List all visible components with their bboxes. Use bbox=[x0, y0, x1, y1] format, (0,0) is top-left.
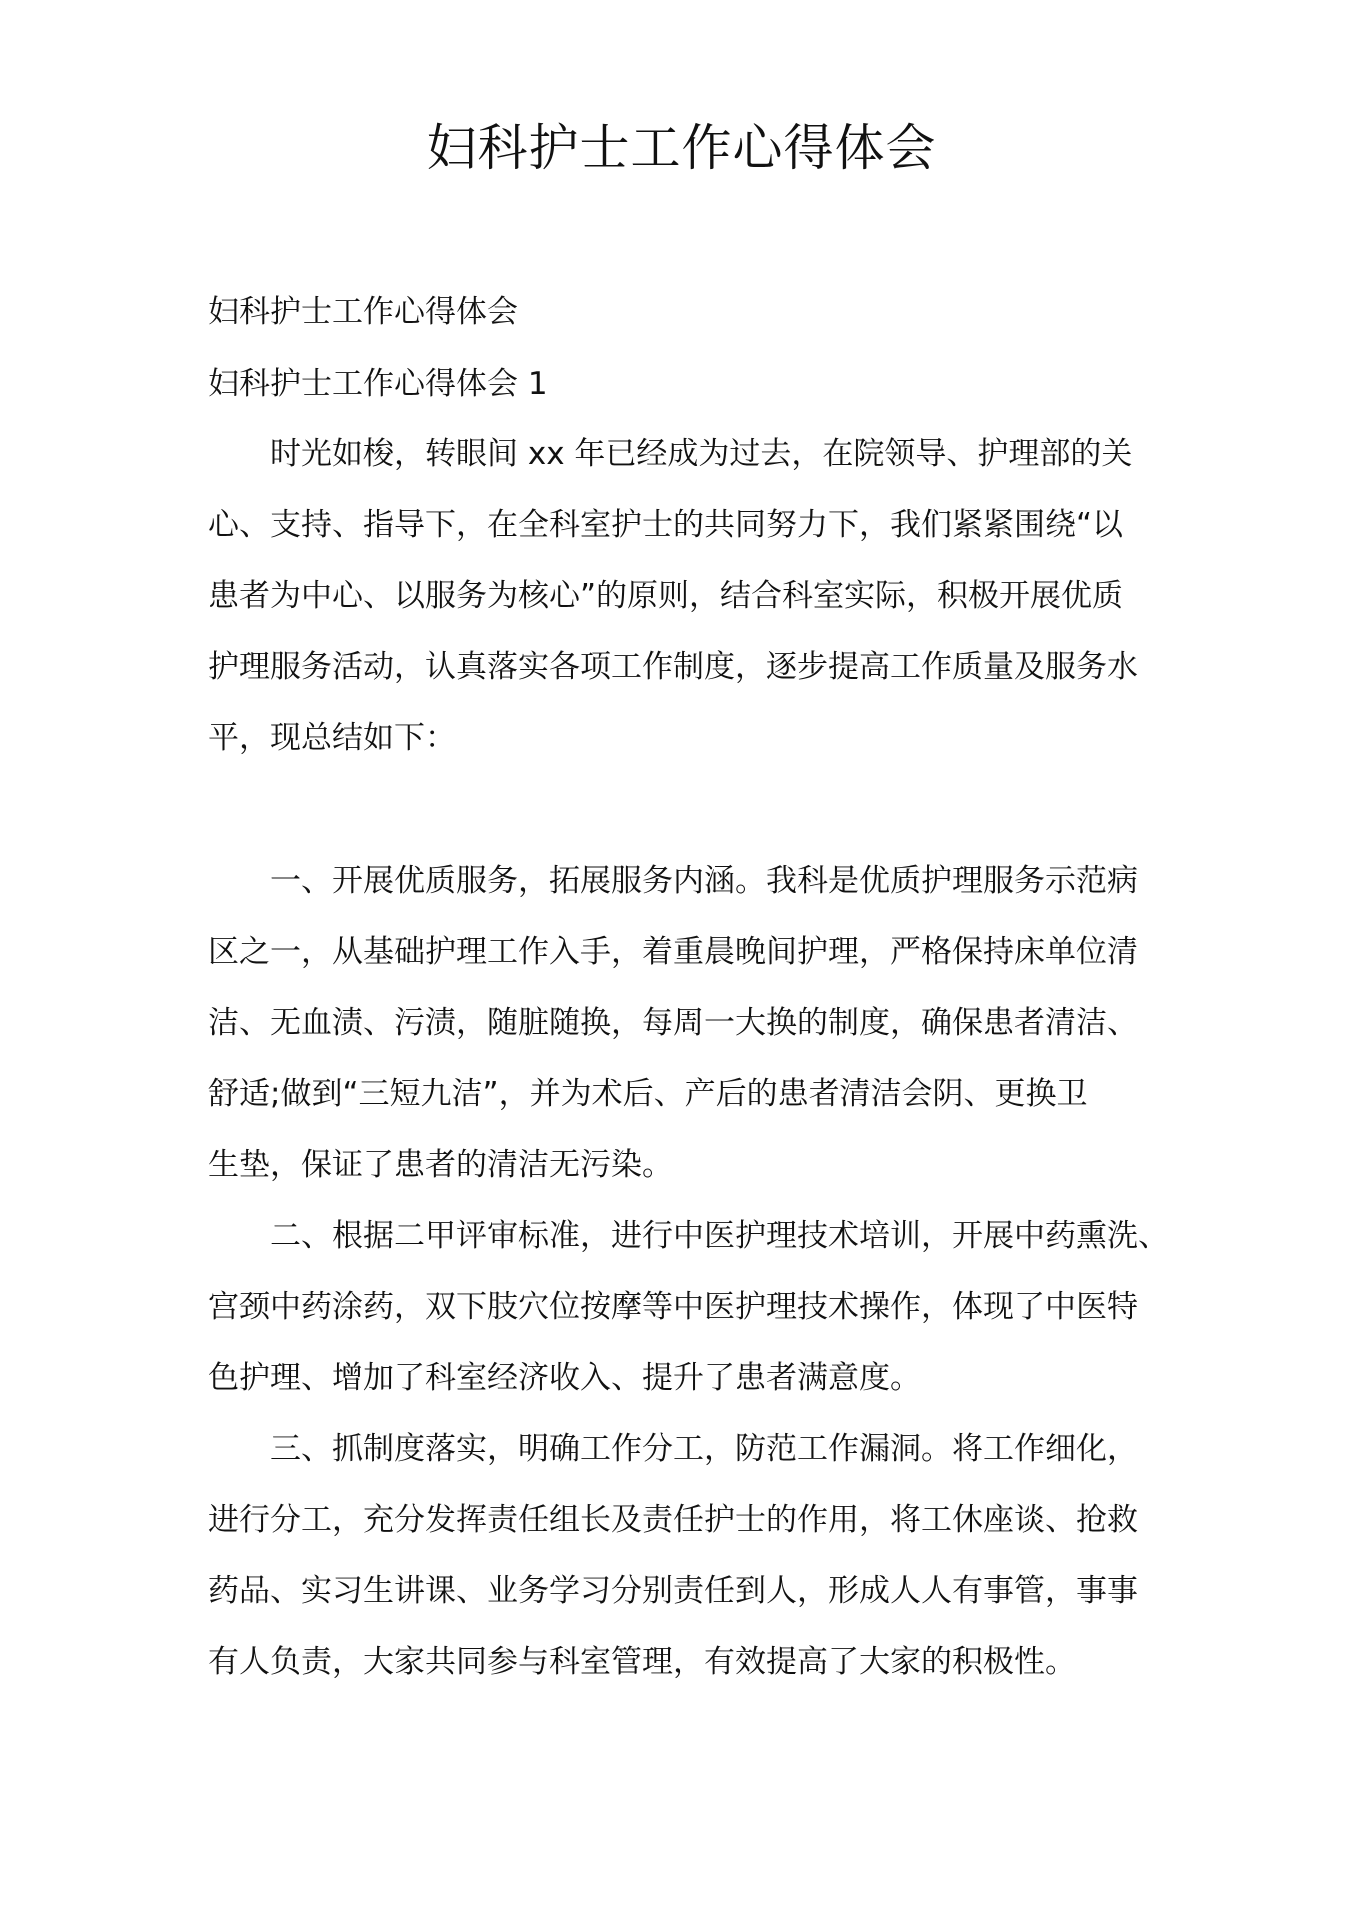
paragraph-line: 三、抓制度落实，明确工作分工，防范工作漏洞。将工作细化， bbox=[270, 1431, 1138, 1467]
paragraph-line: 宫颈中药涂药，双下肢穴位按摩等中医护理技术操作，体现了中医特 bbox=[208, 1289, 1138, 1325]
document-subtitle: 妇科护士工作心得体会 bbox=[208, 294, 518, 330]
paragraph-line: 洁、无血渍、污渍，随脏随换，每周一大换的制度，确保患者清洁、 bbox=[208, 1005, 1138, 1041]
paragraph-line: 进行分工，充分发挥责任组长及责任护士的作用，将工休座谈、抢救 bbox=[208, 1502, 1138, 1538]
document-title: 妇科护士工作心得体会 bbox=[426, 119, 937, 177]
paragraph-line: 时光如梭，转眼间 xx 年已经成为过去，在院领导、护理部的关 bbox=[270, 436, 1133, 472]
paragraph-line: 有人负责，大家共同参与科室管理，有效提高了大家的积极性。 bbox=[208, 1644, 1076, 1680]
paragraph-line: 色护理、增加了科室经济收入、提升了患者满意度。 bbox=[208, 1360, 921, 1396]
paragraph-line: 平，现总结如下： bbox=[208, 720, 456, 756]
section-heading: 妇科护士工作心得体会 1 bbox=[208, 366, 548, 402]
paragraph-line: 心、支持、指导下，在全科室护士的共同努力下，我们紧紧围绕“以 bbox=[208, 507, 1124, 543]
paragraph-line: 二、根据二甲评审标准，进行中医护理技术培训，开展中药熏洗、 bbox=[270, 1218, 1169, 1254]
paragraph-line: 患者为中心、以服务为核心”的原则，结合科室实际，积极开展优质 bbox=[208, 578, 1124, 614]
paragraph-line: 药品、实习生讲课、业务学习分别责任到人，形成人人有事管，事事 bbox=[208, 1573, 1138, 1609]
paragraph-line: 一、开展优质服务，拓展服务内涵。我科是优质护理服务示范病 bbox=[270, 863, 1138, 899]
paragraph-line: 生垫，保证了患者的清洁无污染。 bbox=[208, 1147, 673, 1183]
paragraph-line: 区之一，从基础护理工作入手，着重晨晚间护理，严格保持床单位清 bbox=[208, 934, 1138, 970]
paragraph-line: 舒适;做到“三短九洁”，并为术后、产后的患者清洁会阴、更换卫 bbox=[208, 1076, 1088, 1112]
paragraph-line: 护理服务活动，认真落实各项工作制度，逐步提高工作质量及服务水 bbox=[208, 649, 1138, 685]
